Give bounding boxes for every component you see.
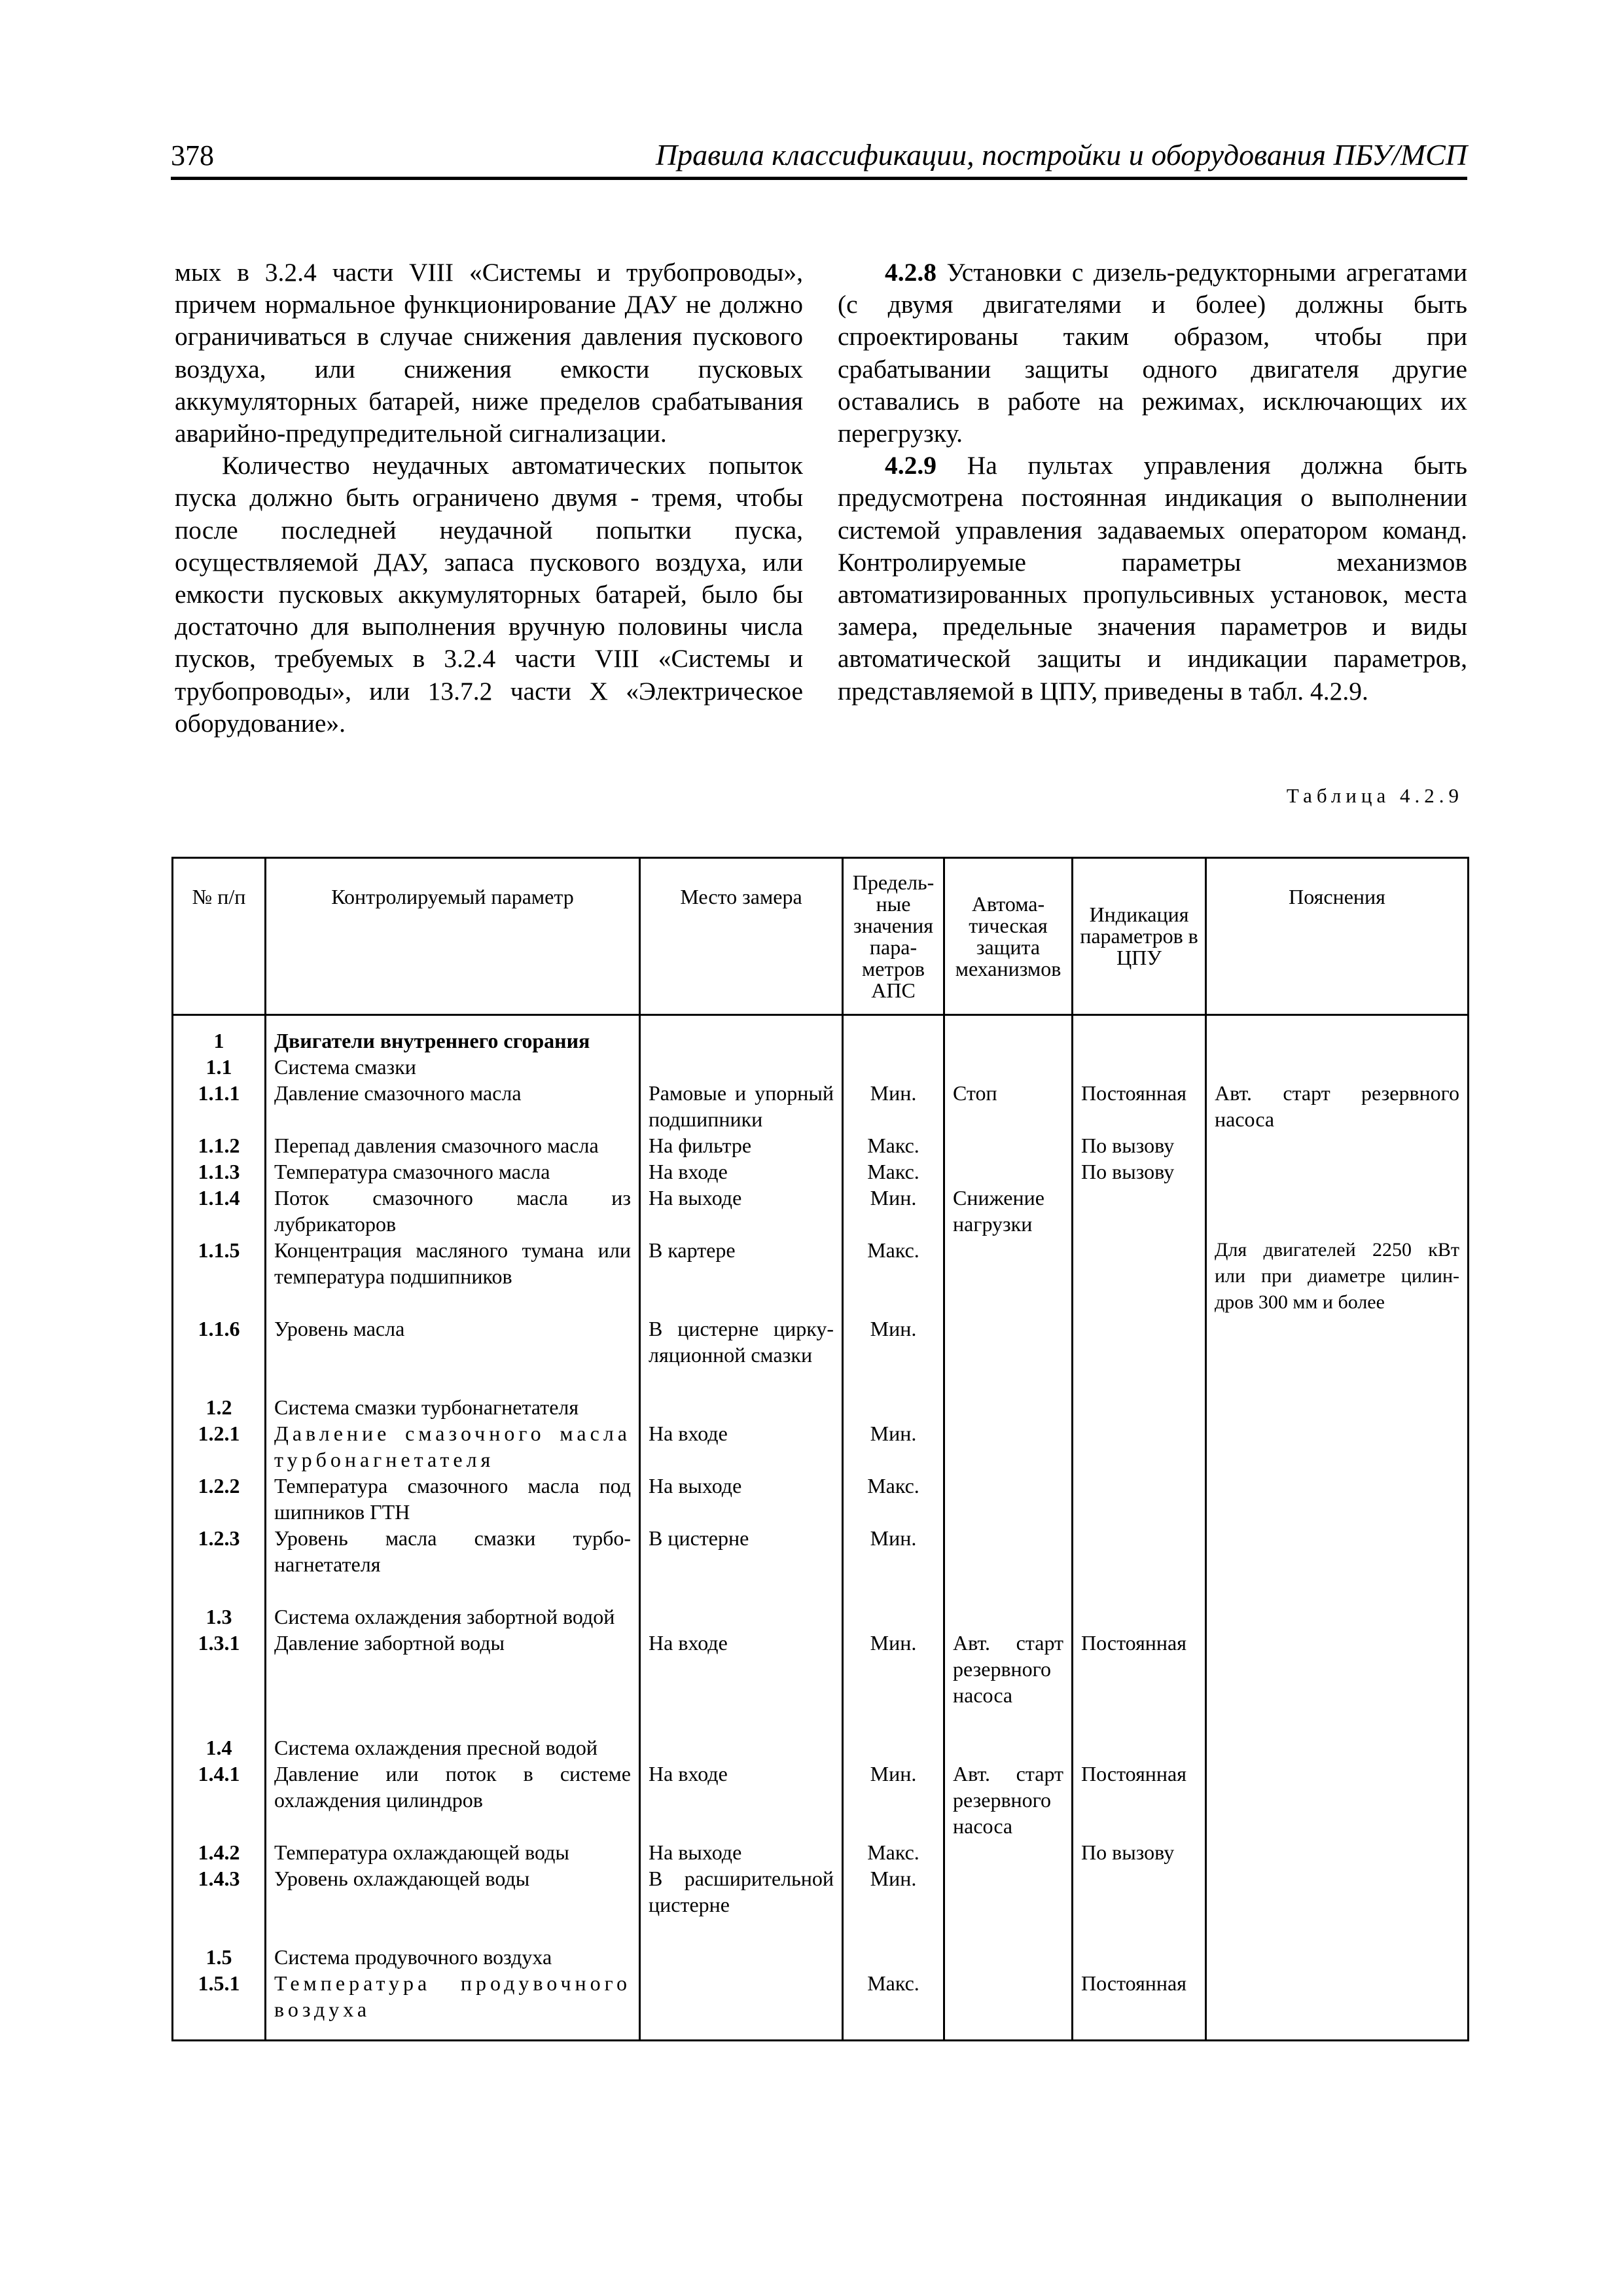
cell-indication (1073, 1316, 1206, 1368)
cell-indication (1073, 1473, 1206, 1525)
cell-place: На выходе (640, 1185, 843, 1237)
cell-notes (1206, 1761, 1469, 1839)
cell-num: 1.2 (173, 1394, 266, 1420)
cell-protection (944, 1839, 1073, 1865)
cell-num: 1.1.2 (173, 1132, 266, 1158)
cell-num: 1.5 (173, 1944, 266, 1970)
cell-protection (944, 1865, 1073, 1918)
cell-notes (1206, 1604, 1469, 1630)
cell-param: Давление или поток в системе охлаждения цилиндров (266, 1761, 640, 1839)
cell-protection (944, 1734, 1073, 1761)
cell-protection: Авт. старт резервного насоса (944, 1761, 1073, 1839)
cell-param: Температура продувочного воздуха (266, 1970, 640, 2041)
cell-limit (843, 1734, 944, 1761)
cell-notes (1206, 1865, 1469, 1918)
cell-notes (1206, 1525, 1469, 1577)
cell-indication: По вызову (1073, 1839, 1206, 1865)
cell-num: 1.4.2 (173, 1839, 266, 1865)
table-spacer-row (173, 1368, 1469, 1394)
cell-limit: Мин. (843, 1865, 944, 1918)
running-title: Правила классификации, постройки и оборудования ПБУ/МСП (655, 138, 1467, 171)
table-row (173, 1080, 1469, 1132)
cell-protection (944, 1970, 1073, 2041)
header-indication: Индикация параметров в ЦПУ (1073, 858, 1206, 1015)
cell-limit: Мин. (843, 1525, 944, 1577)
cell-param: Поток смазочного масла из лубрикаторов (266, 1185, 640, 1237)
cell-indication: Постоянная (1073, 1630, 1206, 1708)
cell-param: Давление смазочного масла (266, 1080, 640, 1132)
cell-place: На выходе (640, 1473, 843, 1525)
table-spacer-row (173, 1708, 1469, 1734)
cell-place (640, 1604, 843, 1630)
table-row (173, 1185, 1469, 1237)
cell-place: На входе (640, 1158, 843, 1185)
cell-indication (1073, 1185, 1206, 1237)
cell-limit (843, 1394, 944, 1420)
cell-protection (944, 1237, 1073, 1316)
cell-place (640, 1944, 843, 1970)
cell-notes (1206, 1185, 1469, 1237)
cell-limit: Мин. (843, 1761, 944, 1839)
cell-notes (1206, 1944, 1469, 1970)
cell-place: Рамовые и упорный подшипники (640, 1080, 843, 1132)
cell-limit: Мин. (843, 1080, 944, 1132)
cell-num: 1.3 (173, 1604, 266, 1630)
cell-param: Температура смазочного масла под шипников ГТН (266, 1473, 640, 1525)
cell-limit: Мин. (843, 1185, 944, 1237)
cell-indication (1073, 1237, 1206, 1316)
header-num: № п/п (173, 858, 266, 1015)
table-row (173, 1420, 1469, 1473)
cell-protection: Авт. старт резервного насоса (944, 1630, 1073, 1708)
cell-protection (944, 1316, 1073, 1368)
cell-indication (1073, 1525, 1206, 1577)
cell-notes (1206, 1394, 1469, 1420)
cell-param: Перепад давления смазочного масла (266, 1132, 640, 1158)
cell-limit: Макс. (843, 1970, 944, 2041)
cell-protection: Стоп (944, 1080, 1073, 1132)
table-row (173, 1630, 1469, 1708)
cell-param: Система охлаждения забортной водой (266, 1604, 640, 1630)
cell-param: Температура смазочного масла (266, 1158, 640, 1185)
clause-text: На пультах управления должна быть предусмотрена постоянная индикация о выполнении системой управления задаваемых оператором команд. Контролируемые параметры механизмов автоматизированных пропульсивных установок, места замера, предельные значения параметров и виды автоматической защиты и индикации параметров, представляемой в ЦПУ, приведены в табл. 4.2.9. (838, 451, 1467, 706)
cell-indication: Постоянная (1073, 1761, 1206, 1839)
paragraph: Количество неудачных автоматических попыток пуска должно быть ограничено двумя - тремя, чтобы после последней неудачной попытки пуска, осуществляемой ДАУ, запаса пускового воздуха, или емкости пусковых аккумуляторных батарей, было бы достаточно для выполнения вручную половины числа пусков, требуемых в 3.2.4 части VIII «Системы и трубопроводы», или 13.7.2 части X «Электрическое оборудование». (175, 451, 803, 738)
page-number: 378 (171, 139, 214, 171)
cell-indication (1073, 1054, 1206, 1080)
cell-indication (1073, 1604, 1206, 1630)
cell-limit: Мин. (843, 1420, 944, 1473)
cell-notes: Авт. старт резервного насоса (1206, 1080, 1469, 1132)
cell-indication (1073, 1015, 1206, 1054)
cell-protection (944, 1158, 1073, 1185)
cell-num: 1.1.5 (173, 1237, 266, 1316)
cell-protection (944, 1604, 1073, 1630)
cell-limit: Мин. (843, 1316, 944, 1368)
cell-param: Уровень масла (266, 1316, 640, 1368)
header-limit: Предельные значения параметров АПС (843, 858, 944, 1015)
cell-num: 1.4.3 (173, 1865, 266, 1918)
cell-place: В цистерне циркуляционной смазки (640, 1316, 843, 1368)
cell-limit: Макс. (843, 1158, 944, 1185)
cell-place (640, 1970, 843, 2041)
cell-param: Температура охлаждающей воды (266, 1839, 640, 1865)
header-rule (171, 177, 1467, 180)
cell-place: На входе (640, 1761, 843, 1839)
cell-limit (843, 1015, 944, 1054)
cell-notes (1206, 1054, 1469, 1080)
table-row (173, 1734, 1469, 1761)
cell-num: 1 (173, 1015, 266, 1054)
cell-protection (944, 1944, 1073, 1970)
cell-num: 1.2.3 (173, 1525, 266, 1577)
cell-protection (944, 1015, 1073, 1054)
cell-indication: Постоянная (1073, 1970, 1206, 2041)
cell-indication (1073, 1394, 1206, 1420)
cell-notes (1206, 1630, 1469, 1708)
table-row (173, 1015, 1469, 1054)
cell-protection (944, 1054, 1073, 1080)
cell-place (640, 1015, 843, 1054)
cell-num: 1.2.1 (173, 1420, 266, 1473)
cell-protection (944, 1473, 1073, 1525)
cell-indication (1073, 1734, 1206, 1761)
header-place: Место замера (640, 858, 843, 1015)
table-row (173, 1473, 1469, 1525)
table-row (173, 1839, 1469, 1865)
cell-notes (1206, 1316, 1469, 1368)
cell-place (640, 1054, 843, 1080)
cell-indication (1073, 1944, 1206, 1970)
cell-place: В картере (640, 1237, 843, 1316)
cell-notes (1206, 1839, 1469, 1865)
cell-limit (843, 1054, 944, 1080)
table-row (173, 1054, 1469, 1080)
cell-notes (1206, 1132, 1469, 1158)
cell-param: Система смазки (266, 1054, 640, 1080)
table-spacer-row (173, 1577, 1469, 1604)
clause-number: 4.2.9 (885, 451, 936, 480)
cell-protection (944, 1525, 1073, 1577)
table-row (173, 1865, 1469, 1918)
table-row (173, 1158, 1469, 1185)
left-text-column (175, 257, 803, 740)
cell-limit: Макс. (843, 1237, 944, 1316)
cell-notes (1206, 1970, 1469, 2041)
header-param: Контролируемый параметр (266, 858, 640, 1015)
cell-limit: Макс. (843, 1132, 944, 1158)
cell-limit (843, 1604, 944, 1630)
cell-param: Система смазки турбонагнетателя (266, 1394, 640, 1420)
cell-indication: Постоянная (1073, 1080, 1206, 1132)
cell-num: 1.3.1 (173, 1630, 266, 1708)
clause-number: 4.2.8 (885, 258, 936, 287)
table-row (173, 1237, 1469, 1316)
cell-indication: По вызову (1073, 1158, 1206, 1185)
table-row (173, 1761, 1469, 1839)
cell-num: 1.4.1 (173, 1761, 266, 1839)
cell-param: Система охлаждения пресной водой (266, 1734, 640, 1761)
paragraph-4-2-8 (838, 257, 1467, 450)
table-spacer-row (173, 1918, 1469, 1944)
cell-num: 1.1.1 (173, 1080, 266, 1132)
cell-place: На входе (640, 1630, 843, 1708)
cell-param: Давление забортной воды (266, 1630, 640, 1708)
table-caption: Таблица 4.2.9 (1286, 784, 1463, 807)
cell-protection: Снижение нагрузки (944, 1185, 1073, 1237)
cell-place (640, 1394, 843, 1420)
table-row (173, 1525, 1469, 1577)
cell-place (640, 1734, 843, 1761)
cell-protection (944, 1420, 1073, 1473)
right-text-column (838, 257, 1467, 708)
cell-num: 1.1.6 (173, 1316, 266, 1368)
cell-place: В расширительной цистерне (640, 1865, 843, 1918)
cell-place: На выходе (640, 1839, 843, 1865)
table-row (173, 1970, 1469, 2041)
header-protection: Автоматическая защита механизмов (944, 858, 1073, 1015)
cell-indication (1073, 1865, 1206, 1918)
cell-limit (843, 1944, 944, 1970)
cell-param: Уровень масла смазки турбонагнетателя (266, 1525, 640, 1577)
cell-place: На фильтре (640, 1132, 843, 1158)
cell-limit: Мин. (843, 1630, 944, 1708)
cell-place: На входе (640, 1420, 843, 1473)
table-row (173, 1944, 1469, 1970)
cell-num: 1.5.1 (173, 1970, 266, 2041)
cell-param: Двигатели внутреннего сгорания (266, 1015, 640, 1054)
table-header-row (173, 858, 1469, 1015)
cell-indication: По вызову (1073, 1132, 1206, 1158)
table-row (173, 1394, 1469, 1420)
clause-text: Установки с дизель-редукторными агрегатами (с двумя двигателями и более) должны быть спроектированы таким образом, чтобы при срабатывании защиты одного двигателя другие оставались в работе на режимах, исключающих их перегрузку. (838, 258, 1468, 448)
cell-notes (1206, 1015, 1469, 1054)
cell-indication (1073, 1420, 1206, 1473)
cell-param: Давление смазочного масла турбонагнетателя (266, 1420, 640, 1473)
paragraph: мых в 3.2.4 части VIII «Системы и трубопроводы», причем нормальное функционирование ДАУ не должно ограничиваться в случае снижения давления пускового воздуха, или снижения емкости пусковых аккумуляторных батарей, ниже пределов срабатывания аварийно-предупредительной сигнализации. (175, 258, 803, 448)
cell-notes (1206, 1158, 1469, 1185)
table-row (173, 1316, 1469, 1368)
cell-num: 1.4 (173, 1734, 266, 1761)
cell-param: Уровень охлаждающей воды (266, 1865, 640, 1918)
cell-param: Система продувочного воздуха (266, 1944, 640, 1970)
parameters-table (171, 857, 1469, 2041)
cell-limit: Макс. (843, 1839, 944, 1865)
table-row (173, 1132, 1469, 1158)
paragraph-4-2-9 (838, 450, 1467, 708)
cell-protection (944, 1394, 1073, 1420)
cell-num: 1.1 (173, 1054, 266, 1080)
cell-num: 1.1.3 (173, 1158, 266, 1185)
header-notes: Пояснения (1206, 858, 1469, 1015)
cell-place: В цистерне (640, 1525, 843, 1577)
cell-notes (1206, 1420, 1469, 1473)
cell-protection (944, 1132, 1073, 1158)
cell-limit: Макс. (843, 1473, 944, 1525)
cell-param: Концентрация масляного тумана или температура подшипников (266, 1237, 640, 1316)
cell-notes: Для двигателей 2250 кВт или при диаметре цилиндров 300 мм и более (1206, 1237, 1469, 1316)
cell-num: 1.2.2 (173, 1473, 266, 1525)
table-row (173, 1604, 1469, 1630)
cell-num: 1.1.4 (173, 1185, 266, 1237)
cell-notes (1206, 1473, 1469, 1525)
cell-notes (1206, 1734, 1469, 1761)
